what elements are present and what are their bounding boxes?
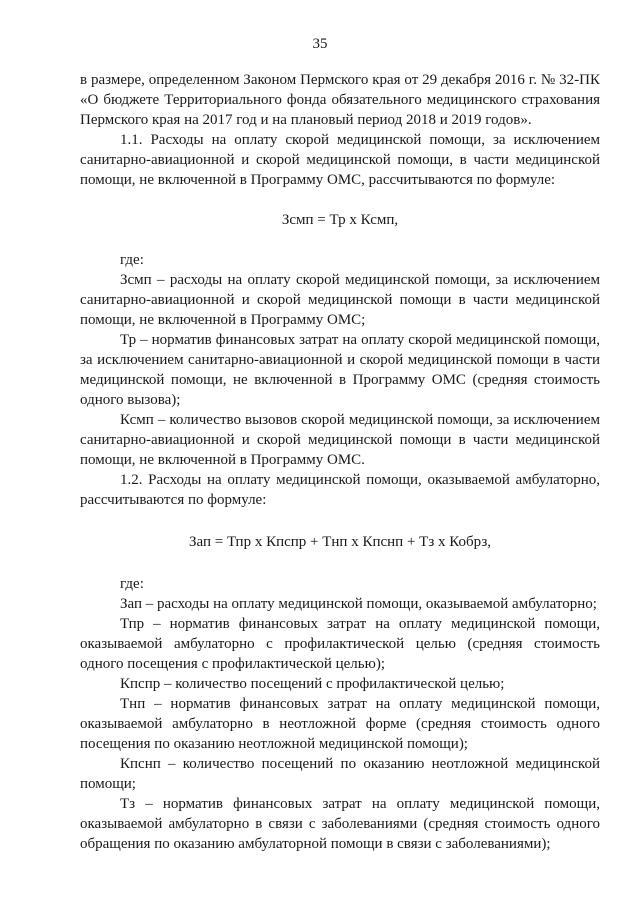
formula-zsmp: Зсмп = Тр х Ксмп, <box>281 212 399 228</box>
formula-zap: Зап = Тпр х Кпспр + Тнп х Кпснп + Тз х Кобрз, <box>188 534 491 550</box>
definition-tr: Тр – норматив финансовых затрат на оплату скорой медицинской помощи, за исключением санитарно-авиационной и скорой медицинской помощи в части медицинской помощи, не включенной в Программу ОМС (средняя стоимость одного вызова); <box>80 332 600 408</box>
definition-tpr: Тпр – норматив финансовых затрат на оплату медицинской помощи, оказываемой амбулаторно с профилактической целью (средняя стоимость одного посещения с профилактической целью); <box>80 616 600 672</box>
definition-ksmp: Ксмп – количество вызовов скорой медицинской помощи, за исключением санитарно-авиационной и скорой медицинской помощи в части медицинской помощи, не включенной в Программу ОМС. <box>80 412 600 468</box>
intro-paragraph: в размере, определенном Законом Пермского края от 29 декабря 2016 г. № 32-ПК «О бюджете Территориального фонда обязательного медицинского страхования Пермского края на 2017 год и на плановый период 2018 и 2019 годов». <box>80 72 600 128</box>
page-number: 35 <box>312 36 328 52</box>
definition-tnp: Тнп – норматив финансовых затрат на оплату медицинской помощи, оказываемой амбулаторно в неотложной форме (средняя стоимость одного посещения по оказанию неотложной медицинской помощи); <box>80 696 600 752</box>
definition-zap: Зап – расходы на оплату медицинской помощи, оказываемой амбулаторно; <box>120 596 597 612</box>
section-1-1-paragraph: 1.1. Расходы на оплату скорой медицинской помощи, за исключением санитарно-авиационной и скорой медицинской помощи, в части медицинской помощи, не включенной в Программу ОМС, рассчитываются по формуле: <box>80 132 600 188</box>
definition-tz: Тз – норматив финансовых затрат на оплату медицинской помощи, оказываемой амбулаторно в связи с заболеваниями (средняя стоимость одного обращения по оказанию амбулаторной помощи в связи с заболеваниями); <box>80 796 600 852</box>
definition-kpsnp: Кпснп – количество посещений по оказанию неотложной медицинской помощи; <box>80 756 600 792</box>
document-body <box>80 70 600 854</box>
section-1-2-paragraph: 1.2. Расходы на оплату медицинской помощи, оказываемой амбулаторно, рассчитываются по формуле: <box>80 472 600 508</box>
where-label-2: где: <box>120 576 144 592</box>
where-label-1: где: <box>120 252 144 268</box>
definition-kpspr: Кпспр – количество посещений с профилактической целью; <box>120 676 505 692</box>
definition-zsmp: Зсмп – расходы на оплату скорой медицинской помощи, за исключением санитарно-авиационной и скорой медицинской помощи в части медицинской помощи, не включенной в Программу ОМС; <box>80 272 600 328</box>
